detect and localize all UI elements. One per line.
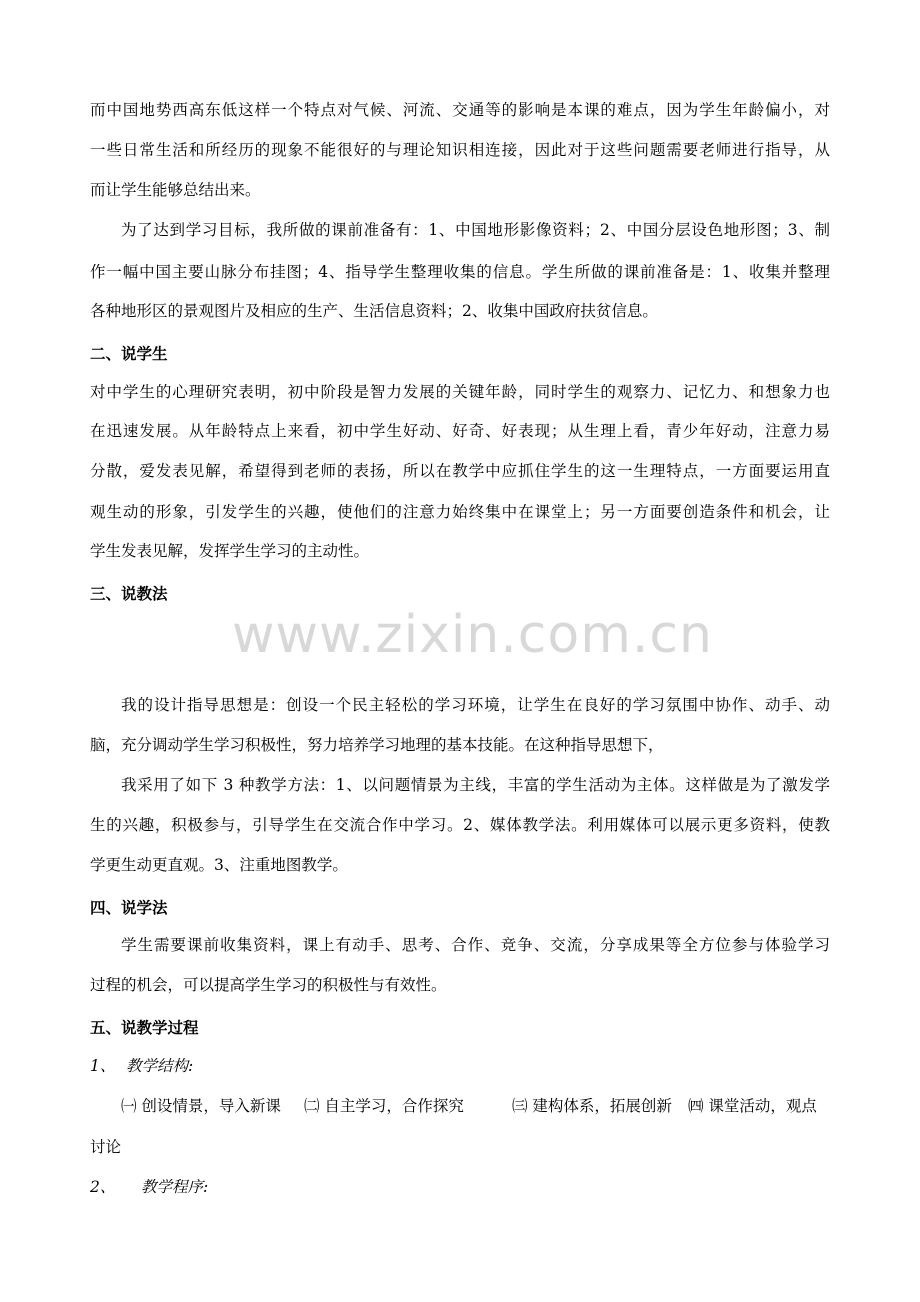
paragraph-line: 学生发表见解，发挥学生学习的主动性。	[90, 542, 370, 560]
paragraph-line: 学生需要课前收集资料，课上有动手、思考、合作、竞争、交流，分享成果等全方位参与体验学习	[121, 936, 830, 954]
list-item-number: 2、	[90, 1178, 116, 1196]
section-heading-teaching-methods: 三、说教法	[90, 585, 168, 603]
structure-step-continuation: 讨论	[90, 1138, 122, 1156]
paragraph-line: 我采用了如下 3 种教学方法：1、以问题情景为主线，丰富的学生活动为主体。这样做是为了激发学	[121, 776, 830, 794]
paragraph-line: 对中学生的心理研究表明，初中阶段是智力发展的关键年龄，同时学生的观察力、记忆力、和想象力也	[90, 383, 830, 401]
watermark: www.zixin.com.cn	[232, 605, 713, 665]
structure-step: ㈣ 课堂活动，观点	[688, 1097, 817, 1115]
paragraph-line: 在迅速发展。从年龄特点上来看，初中学生好动、好奇、好表现；从生理上看，青少年好动，注意力易	[90, 422, 830, 440]
paragraph-line: 观生动的形象，引发学生的兴趣，使他们的注意力始终集中在课堂上；另一方面要创造条件和机会，让	[90, 503, 830, 521]
paragraph-line: 脑，充分调动学生学习积极性，努力培养学习地理的基本技能。在这种指导思想下，	[90, 736, 664, 754]
list-item-title: 教学结构:	[126, 1057, 194, 1075]
paragraph-line: 生的兴趣，积极参与，引导学生在交流合作中学习。2、媒体教学法。利用媒体可以展示更多资料，使教	[90, 816, 830, 834]
structure-step: ㈡ 自主学习，合作探究	[304, 1097, 464, 1115]
paragraph-line: 作一幅中国主要山脉分布挂图；4、指导学生整理收集的信息。学生所做的课前准备是：1、收集并整理	[90, 263, 830, 281]
paragraph-line: 过程的机会，可以提高学生学习的积极性与有效性。	[90, 976, 447, 994]
paragraph-line: 而让学生能够总结出来。	[90, 181, 261, 199]
section-heading-students: 二、说学生	[90, 345, 168, 363]
paragraph-line: 分散，爱发表见解，希望得到老师的表扬，所以在教学中应抓住学生的这一生理特点，一方面要运用直	[90, 462, 830, 480]
list-item-number: 1、	[90, 1057, 116, 1075]
paragraph-line: 学更生动更直观。3、注重地图教学。	[90, 856, 348, 874]
paragraph-line: 一些日常生活和所经历的现象不能很好的与理论知识相连接，因此对于这些问题需要老师进行指导，从	[90, 141, 830, 159]
paragraph-line: 各种地形区的景观图片及相应的生产、生活信息资料；2、收集中国政府扶贫信息。	[90, 302, 658, 320]
section-heading-learning-methods: 四、说学法	[90, 899, 168, 917]
paragraph-line: 我的设计指导思想是：创设一个民主轻松的学习环境，让学生在良好的学习氛围中协作、动手、动	[121, 696, 830, 714]
paragraph-line: 为了达到学习目标，我所做的课前准备有：1、中国地形影像资料；2、中国分层设色地形图；3、制	[121, 221, 830, 239]
list-item-title: 教学程序:	[141, 1178, 209, 1196]
paragraph-line: 而中国地势西高东低这样一个特点对气候、河流、交通等的影响是本课的难点，因为学生年龄偏小，对	[90, 101, 830, 119]
structure-step: ㈠ 创设情景，导入新课	[121, 1097, 281, 1115]
section-heading-teaching-process: 五、说教学过程	[90, 1019, 199, 1037]
structure-step: ㈢ 建构体系，拓展创新	[512, 1097, 672, 1115]
